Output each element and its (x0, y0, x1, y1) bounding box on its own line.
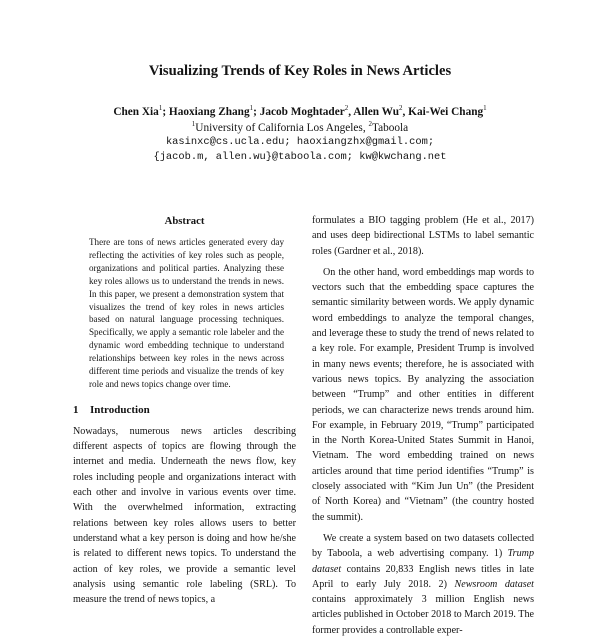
author-name: Allen Wu (353, 105, 399, 118)
section-title: Introduction (90, 403, 150, 416)
author-affiliation-mark: 1 (483, 104, 487, 112)
dataset-text: We create a system based on two datasets collected by Taboola, a web advertising company. 1) (312, 532, 534, 560)
author-list: Chen Xia$^1$; Haoxiang Zhang$^1$; Jacob Moghtader$^2$, Allen Wu$^2$, Kai-Wei Chang$^1$ (113, 104, 487, 118)
section-number: 1 (73, 403, 79, 416)
right-column (312, 213, 534, 638)
author-name: Kai-Wei Chang (408, 105, 484, 118)
author-name: Jacob Moghtader (259, 105, 345, 118)
affiliation-ucla: University of California Los Angeles, (195, 121, 369, 134)
continued-paragraph: formulates a BIO tagging problem (He et al., 2017) and uses deep bidirectional LSTMs to label semantic roles (Gardner et al., 2018). (312, 215, 534, 257)
affiliation-taboola: Taboola (371, 121, 409, 134)
author-name: Haoxiang Zhang (168, 105, 250, 118)
word-embedding-paragraph: On the other hand, word embeddings map words to vectors such that the embedding space captures the semantic similarity between words. We apply dynamic word embeddings to analyze the temporal changes, and leverage these to study the trend of news related to a key role. For example, President Trump is involved in many news events; therefore, he is associated with various news topics. By analyzing the association between “Trump” and other entities in different periods, we can characterize news trends around him. For example, in February 2019, “Trump” participated in the North Korea-United States Summit in Hanoi, Vietnam. The word embedding trained on news articles around that time period identifies “Trump” is closely associated with “Kim Jun Un” (the President of North Korea) and “Vietnam” (the country hosted the summit). (312, 266, 534, 523)
abstract-text: There are tons of news articles generated every day reflecting the activities of key roles such as people, organizations and political parties. Analyzing these key roles allows us to understand the trends in news. In this paper, we present a demonstration system that visualizes the trend of key roles in news articles based on natural language processing techniques. Specifically, we apply a semantic role labeler and the dynamic word embedding technique to understand relationships between key roles in the news across different time periods and visualize the trends of key role and news topics change over time. (89, 237, 284, 389)
affiliations (0, 120, 600, 134)
author-affiliation-mark: 2 (344, 104, 349, 112)
author-affiliation-mark: 1 (158, 104, 163, 112)
author-affiliation-mark: 2 (399, 104, 403, 112)
email-line-2: {jacob.m, allen.wu}@taboola.com; kw@kwchang.net (153, 151, 447, 163)
author-name: Chen Xia (113, 105, 159, 118)
paper-title: Visualizing Trends of Key Roles in News Articles (148, 63, 452, 79)
email-line-1: kasinxc@cs.ucla.edu; haoxiangzhx@gmail.com; (165, 136, 435, 148)
affiliation-mark: 1 (191, 120, 196, 128)
dataset-text: contains approximately 3 million English news articles published in October 2018 to March 2019. The former provides a controllable exper- (312, 594, 534, 636)
dataset-text: contains 20,833 English news titles in late April to early July 2018. 2) (312, 563, 534, 590)
section-heading (73, 403, 296, 418)
introduction-paragraph: Nowadays, numerous news articles describing different aspects of topics are flowing through the internet and media. Underneath the news flow, key roles including people and organizations interact with each other and involve in various events over time. With the overwhelmed information, extracting relations between key roles allows users to better understand what a key person is doing and how he/she is related to different news topics. To understand the action of key roles, we provide a semantic level analysis using semantic role labeling (SRL). To measure the trend of news topics, a (73, 425, 296, 606)
author-affiliation-mark: 1 (249, 104, 254, 112)
trump-dataset-name: Trump dataset (312, 548, 534, 575)
left-column (73, 214, 296, 607)
dataset-paragraph (312, 531, 534, 638)
abstract-heading: Abstract (164, 215, 205, 227)
newsroom-dataset-name: Newsroom dataset (454, 578, 534, 590)
affiliation-mark: 2 (368, 120, 372, 128)
